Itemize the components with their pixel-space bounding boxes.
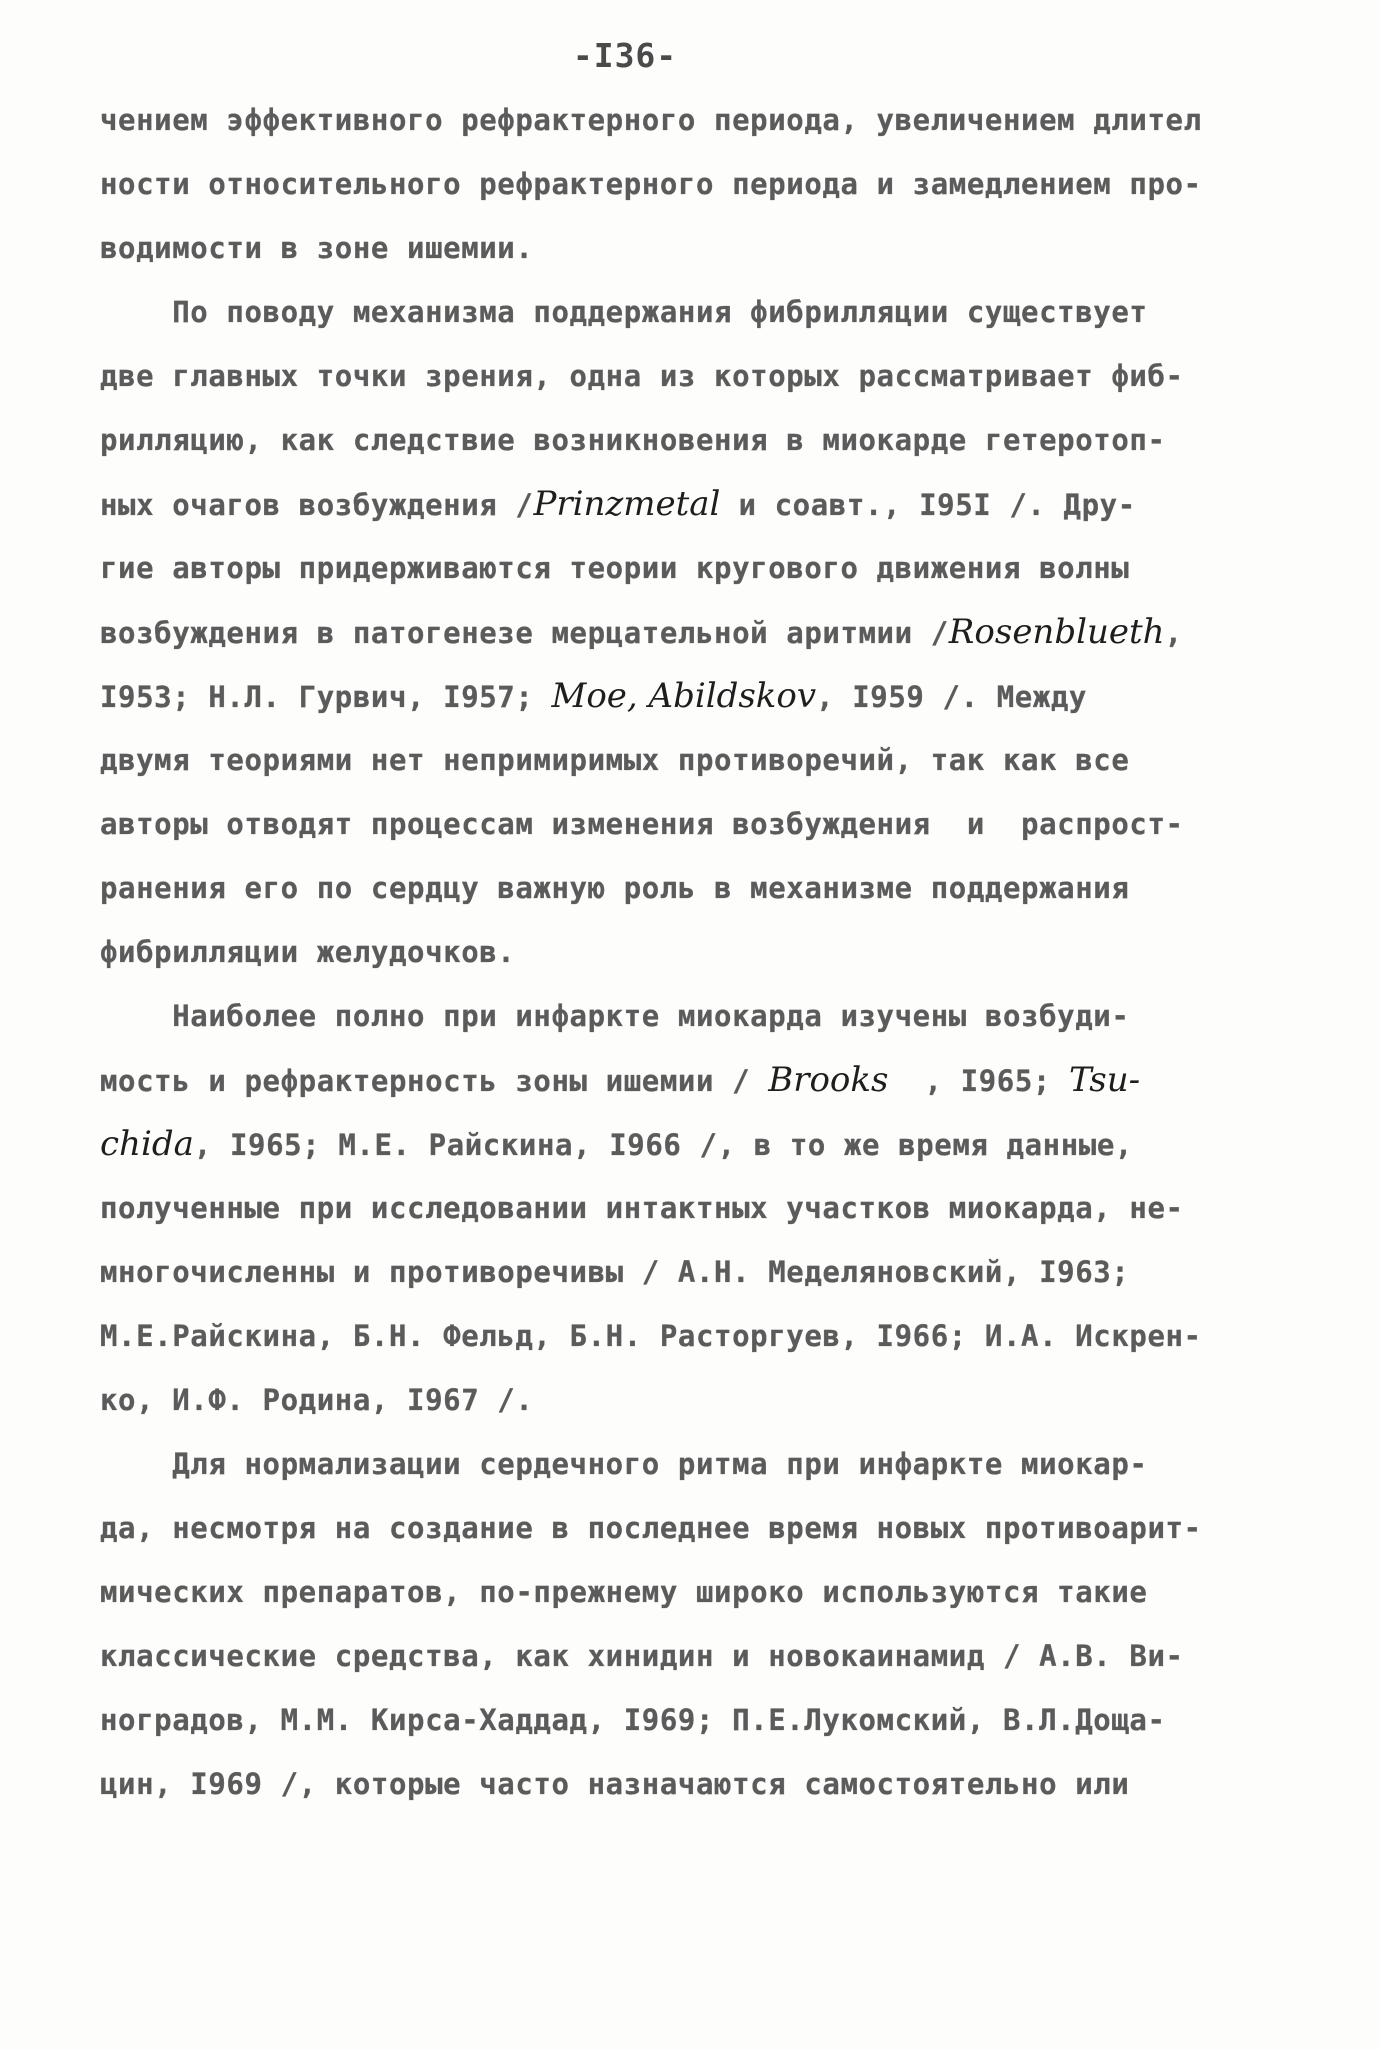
text-line bbox=[100, 484, 1300, 525]
text-line bbox=[100, 100, 1300, 140]
handwritten-name: Prinzmetal bbox=[533, 484, 721, 524]
handwritten-name: Tsu- bbox=[1069, 1060, 1141, 1100]
text-line bbox=[100, 356, 1300, 396]
text-line bbox=[100, 1444, 1300, 1484]
text-line bbox=[100, 804, 1300, 844]
typed-text: классические средства, как хинидин и новокаинамид / А.В. Ви- bbox=[100, 1639, 1184, 1673]
typed-text: мость и рефрактерность зоны ишемии / bbox=[100, 1064, 769, 1098]
typed-text: I953; Н.Л. Гурвич, I957; bbox=[100, 680, 552, 714]
text-line bbox=[100, 868, 1300, 908]
handwritten-name: Moe, Abildskov bbox=[551, 676, 817, 716]
text-line bbox=[100, 1060, 1300, 1101]
text-line bbox=[100, 164, 1300, 204]
text-line bbox=[100, 420, 1300, 460]
typed-text: По поводу механизма поддержания фибрилляции существует bbox=[100, 295, 1148, 329]
typed-text: рилляцию, как следствие возникновения в миокарде гетеротоп- bbox=[100, 423, 1166, 457]
text-line bbox=[100, 1188, 1300, 1228]
typed-text: многочисленны и противоречивы / А.Н. Меделяновский, I963; bbox=[100, 1255, 1130, 1289]
text-line bbox=[100, 1252, 1300, 1292]
typed-text: и соавт., I95I /. Дру- bbox=[720, 488, 1136, 522]
typed-text: , I959 /. Между bbox=[816, 680, 1087, 714]
typed-text: ранения его по сердцу важную роль в механизме поддержания bbox=[100, 871, 1130, 905]
text-line bbox=[100, 1764, 1300, 1804]
text-line bbox=[100, 676, 1300, 717]
text-line bbox=[100, 1380, 1300, 1420]
text-line bbox=[100, 228, 1300, 268]
typed-text: двумя теориями нет непримиримых противоречий, так как все bbox=[100, 743, 1130, 777]
handwritten-name: chida bbox=[100, 1124, 194, 1164]
typed-text: полученные при исследовании интактных участков миокарда, не- bbox=[100, 1191, 1184, 1225]
typed-text: Наиболее полно при инфаркте миокарда изучены возбуди- bbox=[100, 999, 1130, 1033]
typed-text: , bbox=[1164, 616, 1183, 650]
text-line bbox=[100, 548, 1300, 588]
typed-text: , I965; М.Е. Райскина, I966 /, в то же время данные, bbox=[193, 1128, 1133, 1162]
text-line bbox=[100, 1124, 1300, 1165]
text-line bbox=[100, 1572, 1300, 1612]
text-line bbox=[100, 740, 1300, 780]
typed-text: М.Е.Райскина, Б.Н. Фельд, Б.Н. Расторгуев, I966; И.А. Искрен- bbox=[100, 1319, 1202, 1353]
typed-text: мических препаратов, по-прежнему широко используются такие bbox=[100, 1575, 1148, 1609]
text-line bbox=[100, 1508, 1300, 1548]
text-line bbox=[100, 612, 1300, 653]
text-line bbox=[100, 1316, 1300, 1356]
text-line bbox=[100, 292, 1300, 332]
typed-text: гие авторы придерживаются теории кругового движения волны bbox=[100, 551, 1130, 585]
handwritten-name: Rosenblueth bbox=[948, 612, 1165, 652]
page-number: -I36- bbox=[572, 36, 678, 75]
text-line bbox=[100, 1636, 1300, 1676]
typed-text: возбуждения в патогенезе мерцательной аритмии / bbox=[100, 616, 949, 650]
typed-text: водимости в зоне ишемии. bbox=[100, 231, 534, 265]
text-line bbox=[100, 996, 1300, 1036]
typed-text: ноградов, М.М. Кирса-Хаддад, I969; П.Е.Лукомский, В.Л.Доща- bbox=[100, 1703, 1166, 1737]
typed-text: ко, И.Ф. Родина, I967 /. bbox=[100, 1383, 534, 1417]
text-line bbox=[100, 1700, 1300, 1740]
typed-text: Для нормализации сердечного ритма при инфаркте миокар- bbox=[100, 1447, 1148, 1481]
typed-text: авторы отводят процессам изменения возбуждения и распрост- bbox=[100, 807, 1184, 841]
typed-text: чением эффективного рефрактерного периода, увеличением длител bbox=[100, 103, 1202, 137]
typed-text: ности относительного рефрактерного периода и замедлением про- bbox=[100, 167, 1202, 201]
typed-text: фибрилляции желудочков. bbox=[100, 935, 516, 969]
typed-text: да, несмотря на создание в последнее время новых противоарит- bbox=[100, 1511, 1202, 1545]
text-line bbox=[100, 932, 1300, 972]
typed-text: ных очагов возбуждения / bbox=[100, 488, 534, 522]
typed-text: цин, I969 /, которые часто назначаются самостоятельно или bbox=[100, 1767, 1130, 1801]
typed-text: , I965; bbox=[888, 1064, 1070, 1098]
handwritten-name: Brooks bbox=[768, 1060, 889, 1100]
typed-text: две главных точки зрения, одна из которых рассматривает фиб- bbox=[100, 359, 1184, 393]
